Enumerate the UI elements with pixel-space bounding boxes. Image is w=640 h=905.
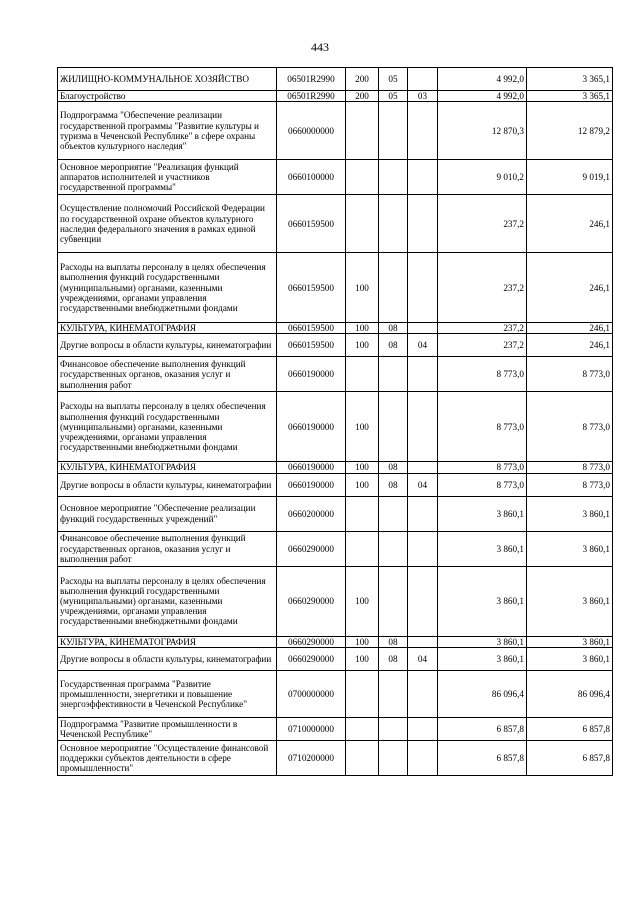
row-code: 0660000000 — [277, 102, 346, 160]
row-expense-type — [346, 160, 379, 195]
row-expense-type: 200 — [346, 68, 379, 91]
table-row — [58, 647, 613, 670]
row-name: ЖИЛИЩНО-КОММУНАЛЬНОЕ ХОЗЯЙСТВО — [58, 68, 277, 91]
row-expense-type — [346, 717, 379, 740]
row-code: 0660190000 — [277, 473, 346, 496]
row-name: Основное мероприятие "Осуществление финансовой поддержки субъектов деятельности в сфере промышленности" — [58, 740, 277, 775]
row-amount-1: 86 096,4 — [438, 670, 527, 717]
row-amount-2: 8 773,0 — [527, 462, 613, 473]
table-row — [58, 566, 613, 636]
row-subsection — [408, 531, 438, 566]
row-section — [379, 566, 408, 636]
row-code: 0660100000 — [277, 160, 346, 195]
table-row — [58, 334, 613, 357]
row-section — [379, 357, 408, 392]
row-name: Расходы на выплаты персоналу в целях обеспечения выполнения функций государственными (муниципальными) органами, казенными учреждениями, органами управления государственными внебюджетными фондами — [58, 253, 277, 323]
row-subsection — [408, 160, 438, 195]
table-row — [58, 357, 613, 392]
row-section — [379, 160, 408, 195]
row-code: 06501R2990 — [277, 91, 346, 102]
row-expense-type: 100 — [346, 334, 379, 357]
row-expense-type — [346, 357, 379, 392]
table-row — [58, 740, 613, 775]
row-subsection: 04 — [408, 473, 438, 496]
row-name: Расходы на выплаты персоналу в целях обеспечения выполнения функций государственными (муниципальными) органами, казенными учреждениями, органами управления государственными внебюджетными фондами — [58, 392, 277, 462]
row-subsection — [408, 462, 438, 473]
row-amount-2: 3 365,1 — [527, 91, 613, 102]
row-name: Подпрограмма "Развитие промышленности в Чеченской Республике" — [58, 717, 277, 740]
row-subsection — [408, 670, 438, 717]
row-subsection — [408, 717, 438, 740]
table-row — [58, 717, 613, 740]
row-subsection — [408, 392, 438, 462]
row-amount-1: 8 773,0 — [438, 462, 527, 473]
table-row — [58, 160, 613, 195]
row-expense-type: 100 — [346, 566, 379, 636]
row-name: Благоустройство — [58, 91, 277, 102]
row-code: 0700000000 — [277, 670, 346, 717]
row-name: Основное мероприятие "Обеспечение реализации функций государственных учреждений" — [58, 496, 277, 531]
row-amount-2: 3 860,1 — [527, 636, 613, 647]
row-amount-2: 246,1 — [527, 195, 613, 253]
table-row — [58, 323, 613, 334]
row-amount-2: 3 860,1 — [527, 647, 613, 670]
row-expense-type: 100 — [346, 647, 379, 670]
table-row — [58, 473, 613, 496]
row-amount-2: 8 773,0 — [527, 357, 613, 392]
row-section: 08 — [379, 647, 408, 670]
row-code: 0710000000 — [277, 717, 346, 740]
row-amount-2: 8 773,0 — [527, 392, 613, 462]
row-section: 05 — [379, 68, 408, 91]
row-expense-type: 100 — [346, 462, 379, 473]
row-code: 0660290000 — [277, 647, 346, 670]
row-section — [379, 670, 408, 717]
row-section — [379, 253, 408, 323]
row-subsection — [408, 102, 438, 160]
row-expense-type — [346, 496, 379, 531]
row-expense-type — [346, 531, 379, 566]
row-amount-2: 3 860,1 — [527, 496, 613, 531]
table-row — [58, 531, 613, 566]
row-section — [379, 195, 408, 253]
row-expense-type: 100 — [346, 323, 379, 334]
row-expense-type — [346, 670, 379, 717]
row-amount-1: 3 860,1 — [438, 636, 527, 647]
row-amount-2: 246,1 — [527, 323, 613, 334]
table-row — [58, 102, 613, 160]
table-row — [58, 670, 613, 717]
row-code: 0660190000 — [277, 462, 346, 473]
row-code: 0660290000 — [277, 531, 346, 566]
row-subsection — [408, 195, 438, 253]
row-amount-2: 246,1 — [527, 334, 613, 357]
row-section: 05 — [379, 91, 408, 102]
row-amount-1: 3 860,1 — [438, 647, 527, 670]
row-expense-type: 100 — [346, 392, 379, 462]
row-code: 0660200000 — [277, 496, 346, 531]
row-subsection: 03 — [408, 91, 438, 102]
row-subsection — [408, 740, 438, 775]
row-code: 0660290000 — [277, 636, 346, 647]
row-section — [379, 740, 408, 775]
row-expense-type: 100 — [346, 253, 379, 323]
row-amount-2: 8 773,0 — [527, 473, 613, 496]
row-amount-1: 12 870,3 — [438, 102, 527, 160]
row-code: 0660159500 — [277, 195, 346, 253]
row-amount-2: 9 019,1 — [527, 160, 613, 195]
row-expense-type: 100 — [346, 473, 379, 496]
row-amount-1: 4 992,0 — [438, 91, 527, 102]
row-amount-2: 3 860,1 — [527, 531, 613, 566]
row-section: 08 — [379, 334, 408, 357]
row-expense-type: 200 — [346, 91, 379, 102]
row-section: 08 — [379, 473, 408, 496]
row-section — [379, 717, 408, 740]
row-subsection — [408, 323, 438, 334]
row-subsection: 04 — [408, 647, 438, 670]
page-number: 443 — [311, 40, 329, 54]
row-name: Другие вопросы в области культуры, кинематографии — [58, 473, 277, 496]
table-row — [58, 636, 613, 647]
table-row — [58, 253, 613, 323]
row-expense-type — [346, 195, 379, 253]
row-amount-1: 8 773,0 — [438, 392, 527, 462]
budget-table — [57, 67, 613, 776]
row-amount-2: 12 879,2 — [527, 102, 613, 160]
row-subsection — [408, 68, 438, 91]
row-code: 0660190000 — [277, 392, 346, 462]
row-subsection — [408, 357, 438, 392]
row-amount-2: 6 857,8 — [527, 740, 613, 775]
row-name: Основное мероприятие "Реализация функций аппаратов исполнителей и участников государственной программы" — [58, 160, 277, 195]
row-name: КУЛЬТУРА, КИНЕМАТОГРАФИЯ — [58, 462, 277, 473]
row-code: 06501R2990 — [277, 68, 346, 91]
row-amount-1: 237,2 — [438, 253, 527, 323]
row-code: 0660159500 — [277, 334, 346, 357]
row-subsection — [408, 636, 438, 647]
table-row — [58, 392, 613, 462]
row-expense-type: 100 — [346, 636, 379, 647]
row-amount-1: 3 860,1 — [438, 566, 527, 636]
row-amount-1: 9 010,2 — [438, 160, 527, 195]
table-row — [58, 68, 613, 91]
row-code: 0660290000 — [277, 566, 346, 636]
row-name: Другие вопросы в области культуры, кинематографии — [58, 334, 277, 357]
row-amount-2: 3 365,1 — [527, 68, 613, 91]
table-row — [58, 462, 613, 473]
row-section — [379, 496, 408, 531]
row-section — [379, 531, 408, 566]
row-code: 0660190000 — [277, 357, 346, 392]
row-subsection — [408, 253, 438, 323]
row-code: 0660159500 — [277, 323, 346, 334]
table-row — [58, 496, 613, 531]
row-amount-1: 237,2 — [438, 323, 527, 334]
row-subsection — [408, 566, 438, 636]
row-amount-1: 237,2 — [438, 195, 527, 253]
row-name: КУЛЬТУРА, КИНЕМАТОГРАФИЯ — [58, 636, 277, 647]
row-name: Другие вопросы в области культуры, кинематографии — [58, 647, 277, 670]
row-amount-1: 237,2 — [438, 334, 527, 357]
row-amount-1: 8 773,0 — [438, 357, 527, 392]
row-amount-1: 3 860,1 — [438, 496, 527, 531]
row-amount-1: 6 857,8 — [438, 717, 527, 740]
table-row — [58, 195, 613, 253]
row-amount-1: 6 857,8 — [438, 740, 527, 775]
row-subsection: 04 — [408, 334, 438, 357]
row-subsection — [408, 496, 438, 531]
row-expense-type — [346, 102, 379, 160]
row-name: Подпрограмма "Обеспечение реализации государственной программы "Развитие культуры и туризма в Чеченской Республике" в сфере охраны объектов культурного наследия" — [58, 102, 277, 160]
row-name: Государственная программа "Развитие промышленности, энергетики и повышение энергоэффективности в Чеченской Республике" — [58, 670, 277, 717]
row-amount-1: 3 860,1 — [438, 531, 527, 566]
row-code: 0660159500 — [277, 253, 346, 323]
row-name: Финансовое обеспечение выполнения функций государственных органов, оказания услуг и выполнения работ — [58, 531, 277, 566]
row-amount-2: 246,1 — [527, 253, 613, 323]
row-amount-1: 8 773,0 — [438, 473, 527, 496]
row-amount-2: 3 860,1 — [527, 566, 613, 636]
row-name: КУЛЬТУРА, КИНЕМАТОГРАФИЯ — [58, 323, 277, 334]
row-section: 08 — [379, 323, 408, 334]
row-section: 08 — [379, 462, 408, 473]
row-section — [379, 392, 408, 462]
row-section: 08 — [379, 636, 408, 647]
row-amount-2: 6 857,8 — [527, 717, 613, 740]
row-name: Финансовое обеспечение выполнения функций государственных органов, оказания услуг и выполнения работ — [58, 357, 277, 392]
row-name: Расходы на выплаты персоналу в целях обеспечения выполнения функций государственными (муниципальными) органами, казенными учреждениями, органами управления государственными внебюджетными фондами — [58, 566, 277, 636]
row-section — [379, 102, 408, 160]
row-name: Осуществление полномочий Российской Федерации по государственной охране объектов культурного наследия федерального значения в рамках единой субвенции — [58, 195, 277, 253]
row-code: 0710200000 — [277, 740, 346, 775]
row-amount-1: 4 992,0 — [438, 68, 527, 91]
table-row — [58, 91, 613, 102]
row-amount-2: 86 096,4 — [527, 670, 613, 717]
row-expense-type — [346, 740, 379, 775]
